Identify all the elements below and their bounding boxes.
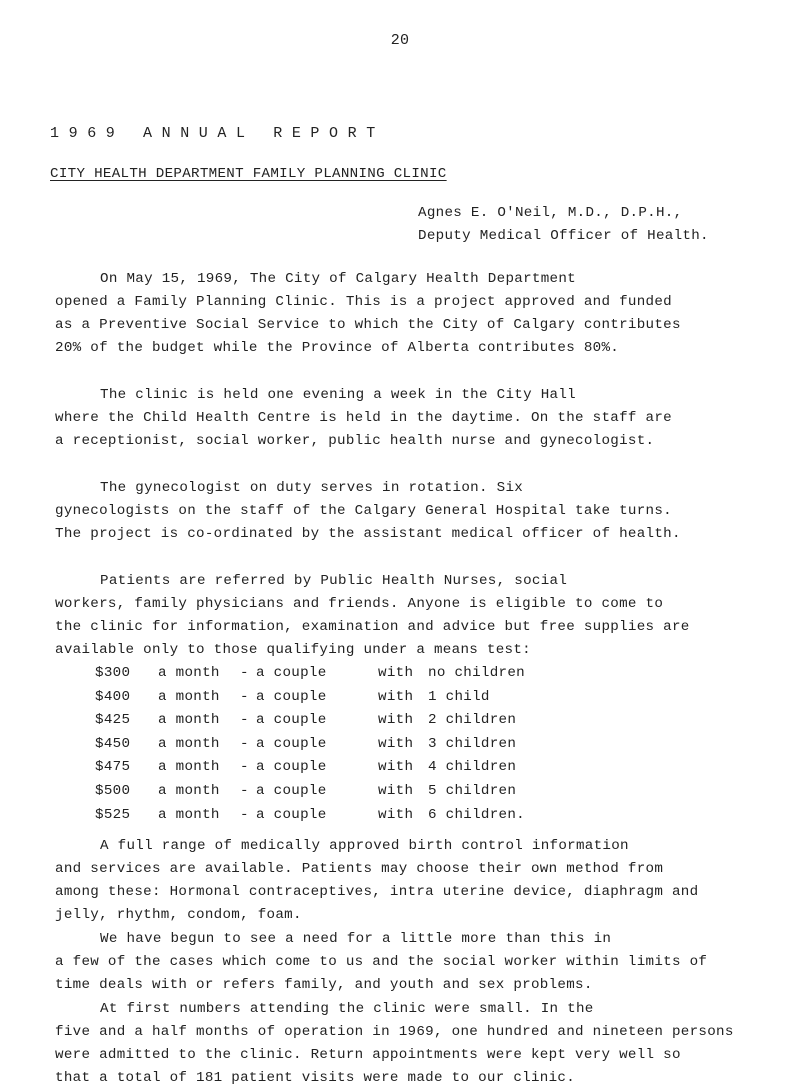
- paragraph-line: the clinic for information, examination and advice but free supplies are: [55, 619, 690, 635]
- with-word: with: [378, 688, 414, 705]
- household-type: a couple: [256, 782, 327, 799]
- with-word: with: [378, 665, 414, 681]
- author-name: Agnes E. O'Neil, M.D., D.P.H.,: [418, 205, 683, 221]
- income-amount: $425: [95, 712, 131, 729]
- row-dash: -: [240, 735, 249, 752]
- paragraph-line: gynecologists on the staff of the Calgary General Hospital take turns.: [55, 503, 672, 519]
- paragraph-line: available only to those qualifying under a means test:: [55, 642, 531, 658]
- paragraph-line: The gynecologist on duty serves in rotation. Six: [100, 480, 524, 496]
- page-number: 20: [390, 32, 410, 49]
- row-dash: -: [240, 806, 249, 823]
- paragraph-line: opened a Family Planning Clinic. This is a project approved and funded: [55, 294, 672, 310]
- income-period: a month: [158, 665, 220, 681]
- paragraph-line: time deals with or refers family, and youth and sex problems.: [55, 977, 593, 993]
- paragraph-line: that a total of 181 patient visits were made to our clinic.: [55, 1070, 576, 1086]
- income-amount: $300: [95, 665, 131, 681]
- income-amount: $475: [95, 759, 131, 776]
- income-amount: $450: [95, 735, 131, 752]
- income-amount: $500: [95, 782, 131, 799]
- with-word: with: [378, 735, 414, 752]
- household-type: a couple: [256, 712, 327, 729]
- paragraph-patient-referral: [55, 570, 755, 662]
- income-period: a month: [158, 735, 220, 752]
- children-count: 2 children: [428, 712, 517, 729]
- household-type: a couple: [256, 806, 327, 823]
- paragraph-line: The clinic is held one evening a week in the City Hall: [100, 387, 576, 403]
- means-test-row: [95, 709, 525, 733]
- children-count: 6 children.: [428, 806, 525, 823]
- household-type: a couple: [256, 735, 327, 752]
- income-period: a month: [158, 806, 220, 823]
- row-dash: -: [240, 688, 249, 705]
- paragraph-birth-control-methods: [55, 835, 755, 927]
- paragraph-clinic-schedule: [55, 384, 755, 453]
- paragraph-line: workers, family physicians and friends. Anyone is eligible to come to: [55, 596, 664, 612]
- paragraph-line: At first numbers attending the clinic were small. In the: [100, 1001, 594, 1017]
- means-test-row: [95, 686, 525, 710]
- with-word: with: [378, 782, 414, 799]
- household-type: a couple: [256, 688, 327, 705]
- children-count: 3 children: [428, 735, 517, 752]
- paragraph-attendance: [55, 998, 755, 1090]
- children-count: no children: [428, 665, 525, 681]
- means-test-row: [95, 780, 525, 804]
- paragraph-clinic-opening: [55, 268, 755, 360]
- with-word: with: [378, 759, 414, 776]
- paragraph-line: Patients are referred by Public Health Nurses, social: [100, 573, 568, 589]
- paragraph-line: A full range of medically approved birth control information: [100, 838, 629, 854]
- row-dash: -: [240, 759, 249, 776]
- with-word: with: [378, 712, 414, 729]
- row-dash: -: [240, 782, 249, 799]
- income-amount: $400: [95, 688, 131, 705]
- means-test-table: [95, 662, 525, 827]
- means-test-row: [95, 662, 525, 686]
- row-dash: -: [240, 665, 249, 681]
- clinic-heading: CITY HEALTH DEPARTMENT FAMILY PLANNING CLINIC: [50, 166, 447, 182]
- income-period: a month: [158, 688, 220, 705]
- report-title: 1969 ANNUAL REPORT: [50, 125, 385, 142]
- means-test-row: [95, 733, 525, 757]
- paragraph-line: 20% of the budget while the Province of Alberta contributes 80%.: [55, 340, 620, 356]
- means-test-row: [95, 756, 525, 780]
- row-dash: -: [240, 712, 249, 729]
- paragraph-line: jelly, rhythm, condom, foam.: [55, 907, 302, 923]
- paragraph-line: The project is co-ordinated by the assistant medical officer of health.: [55, 526, 681, 542]
- means-test-row: [95, 804, 525, 828]
- paragraph-line: five and a half months of operation in 1969, one hundred and nineteen persons: [55, 1024, 734, 1040]
- income-period: a month: [158, 782, 220, 799]
- paragraph-line: as a Preventive Social Service to which the City of Calgary contributes: [55, 317, 681, 333]
- paragraph-line: among these: Hormonal contraceptives, intra uterine device, diaphragm and: [55, 884, 699, 900]
- children-count: 4 children: [428, 759, 517, 776]
- children-count: 1 child: [428, 688, 490, 705]
- with-word: with: [378, 806, 414, 823]
- author-title: Deputy Medical Officer of Health.: [418, 228, 709, 244]
- paragraph-line: and services are available. Patients may choose their own method from: [55, 861, 664, 877]
- paragraph-line: a few of the cases which come to us and the social worker within limits of: [55, 954, 708, 970]
- paragraph-line: We have begun to see a need for a little more than this in: [100, 931, 612, 947]
- income-period: a month: [158, 712, 220, 729]
- household-type: a couple: [256, 665, 327, 681]
- paragraph-line: a receptionist, social worker, public health nurse and gynecologist.: [55, 433, 655, 449]
- income-amount: $525: [95, 806, 131, 823]
- paragraph-line: On May 15, 1969, The City of Calgary Health Department: [100, 271, 576, 287]
- paragraph-gynecologist-rotation: [55, 477, 755, 546]
- household-type: a couple: [256, 759, 327, 776]
- children-count: 5 children: [428, 782, 517, 799]
- income-period: a month: [158, 759, 220, 776]
- paragraph-line: where the Child Health Centre is held in the daytime. On the staff are: [55, 410, 672, 426]
- paragraph-line: were admitted to the clinic. Return appointments were kept very well so: [55, 1047, 681, 1063]
- paragraph-social-worker: [55, 928, 755, 997]
